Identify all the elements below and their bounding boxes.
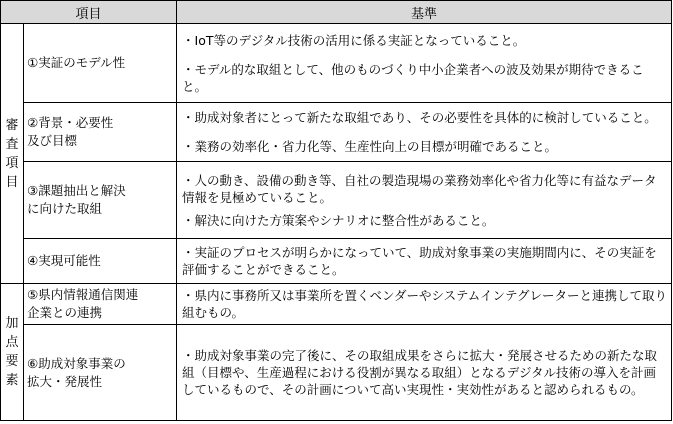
group-char: 要	[5, 354, 19, 369]
criteria-text: ・助成対象者にとって新たな取組であり、その必要性を具体的に検討していること。	[182, 110, 657, 125]
criteria-text: ・モデル的な取組として、他のものづくり中小企業者への波及効果が期待できること。	[182, 61, 644, 94]
criteria-cell	[177, 24, 672, 103]
item-label: ①実証のモデル性	[27, 55, 126, 70]
item-label: ②背景・必要性	[27, 115, 114, 130]
item-label: ⑤県内情報通信関連	[27, 287, 139, 302]
criteria-cell	[177, 162, 672, 239]
table-row	[1, 284, 672, 325]
item-label: に向けた取組	[27, 201, 103, 216]
group-label-review	[1, 24, 24, 284]
item-cell	[24, 284, 177, 325]
item-label: ⑥助成対象事業の	[27, 355, 126, 371]
group-char: 査	[5, 136, 19, 152]
table-row	[1, 24, 672, 103]
item-cell	[24, 103, 177, 162]
item-cell	[24, 24, 177, 103]
group-char: 審	[5, 117, 19, 133]
item-cell	[24, 239, 177, 284]
header-row	[1, 1, 672, 24]
group-char: 点	[5, 335, 19, 350]
header-criteria: 基準	[177, 1, 672, 24]
criteria-cell	[177, 325, 672, 421]
criteria-cell	[177, 284, 672, 325]
item-cell	[24, 162, 177, 239]
criteria-text: ・IoT等のデジタル技術の活用に係る実証となっていること。	[182, 32, 526, 48]
item-label: 拡大・発展性	[27, 373, 103, 389]
table-row	[1, 103, 672, 162]
criteria-text: ・実証のプロセスが明らかになっていて、助成対象事業の実施期間内に、その実証を評価することができること。	[182, 245, 657, 277]
item-label: ④実現可能性	[27, 253, 101, 268]
table-row	[1, 239, 672, 284]
criteria-text: ・助成対象事業の完了後に、その取組成果をさらに拡大・発展させるための新たな取組（目標や、生産過程における役割が異なる取組）となるデジタル技術の導入を計画しているもので、その計画について高い実現性・実効性があると認められるもの。	[182, 348, 658, 397]
group-label-bonus	[1, 284, 24, 421]
group-char: 素	[5, 373, 19, 388]
item-label: 企業との連携	[27, 305, 103, 320]
group-char: 加	[5, 316, 19, 331]
criteria-cell	[177, 239, 672, 284]
item-label: 及び目標	[27, 133, 78, 148]
item-label: ③課題抽出と解決	[27, 183, 126, 198]
table-row	[1, 162, 672, 239]
criteria-text: ・県内に事務所又は事業所を置くベンダーやシステムインテグレーターと連携して取り組むもの。	[182, 288, 668, 320]
table-row	[1, 325, 672, 421]
criteria-text: ・解決に向けた方策案やシナリオに整合性があること。	[182, 212, 495, 228]
item-cell	[24, 325, 177, 421]
group-char: 項	[5, 155, 19, 171]
criteria-cell	[177, 103, 672, 162]
criteria-text: ・人の動き、設備の動き等、自社の製造現場の業務効率化や省力化等に有益なデータ情報を見極めていること。	[182, 172, 657, 205]
header-item: 項目	[1, 1, 177, 24]
group-char: 目	[5, 174, 19, 190]
criteria-text: ・業務の効率化・省力化等、生産性向上の目標が明確であること。	[182, 139, 558, 154]
